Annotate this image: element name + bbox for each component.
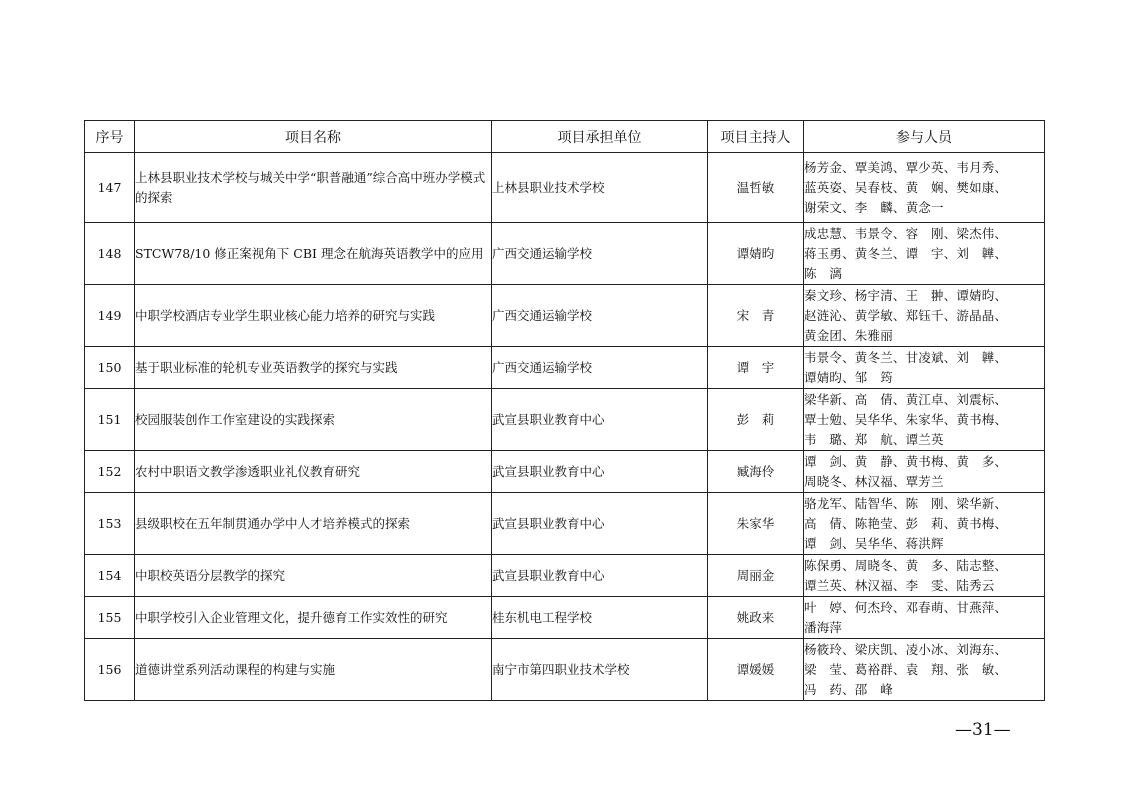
- table-row: [85, 389, 1045, 451]
- row-number: 152: [85, 451, 135, 493]
- table-row: [85, 451, 1045, 493]
- project-members: [804, 153, 1045, 223]
- member-line: 蒋玉勇、黄冬兰、谭 宇、刘 韡、: [804, 245, 1008, 261]
- header-row: [85, 121, 1045, 153]
- project-members: [804, 389, 1045, 451]
- row-number: 156: [85, 639, 135, 701]
- member-line: 陈 漓: [804, 265, 843, 281]
- project-members: [804, 555, 1045, 597]
- row-number: 150: [85, 347, 135, 389]
- member-line: 秦文珍、杨宇清、王 翀、谭婧昀、: [804, 287, 1008, 303]
- project-name: 中职学校引入企业管理文化，提升德育工作实效性的研究: [135, 597, 492, 639]
- row-number: 148: [85, 223, 135, 285]
- project-unit: 广西交通运输学校: [492, 347, 708, 389]
- member-line: 周晓冬、林汉福、覃芳兰: [804, 473, 944, 489]
- member-line: 成忠慧、韦景令、容 刚、梁杰伟、: [804, 225, 1008, 241]
- table-row: [85, 597, 1045, 639]
- project-host: 彭 莉: [708, 389, 804, 451]
- project-members: [804, 493, 1045, 555]
- project-name: 上林县职业技术学校与城关中学“职普融通”综合高中班办学模式的探索: [135, 153, 492, 223]
- header-project-name: 项目名称: [135, 121, 492, 153]
- row-number: 147: [85, 153, 135, 223]
- project-host: 谭 宇: [708, 347, 804, 389]
- project-host: 谭婧昀: [708, 223, 804, 285]
- table-row: [85, 347, 1045, 389]
- project-host: 姚政来: [708, 597, 804, 639]
- project-unit: 武宣县职业教育中心: [492, 389, 708, 451]
- row-number: 154: [85, 555, 135, 597]
- table-row: [85, 493, 1045, 555]
- table-row: [85, 153, 1045, 223]
- table-row: [85, 285, 1045, 347]
- member-line: 黄金团、朱雅丽: [804, 327, 893, 343]
- member-line: 谭 剑、黄 静、黄书梅、黄 多、: [804, 453, 1008, 469]
- project-host: 宋 青: [708, 285, 804, 347]
- member-line: 梁 莹、葛裕群、袁 翔、张 敏、: [804, 661, 1008, 677]
- member-line: 梁华新、高 倩、黄江卓、刘震标、: [804, 391, 1008, 407]
- header-host: 项目主持人: [708, 121, 804, 153]
- member-line: 覃士勉、吴华华、朱家华、黄书梅、: [804, 411, 1008, 427]
- table-row: [85, 555, 1045, 597]
- project-unit: 广西交通运输学校: [492, 285, 708, 347]
- project-name: 县级职校在五年制贯通办学中人才培养模式的探索: [135, 493, 492, 555]
- row-number: 153: [85, 493, 135, 555]
- header-no: 序号: [85, 121, 135, 153]
- member-line: 蓝英姿、吴春枝、黄 娴、樊如康、: [804, 179, 1008, 195]
- project-unit: 武宣县职业教育中心: [492, 555, 708, 597]
- project-members: [804, 285, 1045, 347]
- member-line: 韦景令、黄冬兰、甘凌斌、刘 韡、: [804, 349, 1008, 365]
- project-name: STCW78/10 修正案视角下 CBI 理念在航海英语教学中的应用: [135, 223, 492, 285]
- member-line: 谢荣文、李 麟、黄念一: [804, 199, 944, 215]
- table-row: [85, 223, 1045, 285]
- row-number: 151: [85, 389, 135, 451]
- table-body: [85, 153, 1045, 701]
- member-line: 叶 婷、何杰玲、邓春萌、甘燕萍、: [804, 599, 1008, 615]
- header-unit: 项目承担单位: [492, 121, 708, 153]
- project-unit: 武宣县职业教育中心: [492, 493, 708, 555]
- page-number: —31—: [955, 720, 1011, 740]
- project-members: [804, 347, 1045, 389]
- member-line: 高 倩、陈艳莹、彭 莉、黄书梅、: [804, 515, 1008, 531]
- project-host: 朱家华: [708, 493, 804, 555]
- project-host: 周丽金: [708, 555, 804, 597]
- row-number: 155: [85, 597, 135, 639]
- project-unit: 武宣县职业教育中心: [492, 451, 708, 493]
- projects-table: [84, 120, 1045, 701]
- table-row: [85, 639, 1045, 701]
- member-line: 谭婧昀、邹 筠: [804, 369, 893, 385]
- member-line: 陈保勇、周晓冬、黄 多、陆志整、: [804, 557, 1008, 573]
- member-line: 韦 璐、郑 航、谭兰英: [804, 431, 944, 447]
- member-line: 杨芳金、覃美鸿、覃少英、韦月秀、: [804, 159, 1008, 175]
- project-members: [804, 597, 1045, 639]
- project-name: 校园服装创作工作室建设的实践探索: [135, 389, 492, 451]
- project-unit: 上林县职业技术学校: [492, 153, 708, 223]
- row-number: 149: [85, 285, 135, 347]
- project-members: [804, 451, 1045, 493]
- project-members: [804, 639, 1045, 701]
- project-host: 臧海伶: [708, 451, 804, 493]
- project-host: 谭媛媛: [708, 639, 804, 701]
- project-name: 道德讲堂系列活动课程的构建与实施: [135, 639, 492, 701]
- header-members: 参与人员: [804, 121, 1045, 153]
- project-unit: 桂东机电工程学校: [492, 597, 708, 639]
- project-name: 农村中职语文教学渗透职业礼仪教育研究: [135, 451, 492, 493]
- project-unit: 广西交通运输学校: [492, 223, 708, 285]
- member-line: 谭兰英、林汉福、李 雯、陆秀云: [804, 577, 995, 593]
- member-line: 骆龙军、陆智华、陈 刚、梁华新、: [804, 495, 1008, 511]
- project-unit: 南宁市第四职业技术学校: [492, 639, 708, 701]
- project-name: 中职学校酒店专业学生职业核心能力培养的研究与实践: [135, 285, 492, 347]
- project-members: [804, 223, 1045, 285]
- member-line: 谭 剑、吴华华、蒋洪辉: [804, 535, 944, 551]
- project-host: 温哲敏: [708, 153, 804, 223]
- project-name: 基于职业标准的轮机专业英语教学的探究与实践: [135, 347, 492, 389]
- project-name: 中职校英语分层教学的探究: [135, 555, 492, 597]
- member-line: 赵涟沁、黄学敏、郑钰千、游晶晶、: [804, 307, 1008, 323]
- member-line: 杨筱玲、梁庆凯、凌小冰、刘海东、: [804, 641, 1008, 657]
- member-line: 潘海萍: [804, 619, 843, 635]
- member-line: 冯 药、邵 峰: [804, 681, 893, 697]
